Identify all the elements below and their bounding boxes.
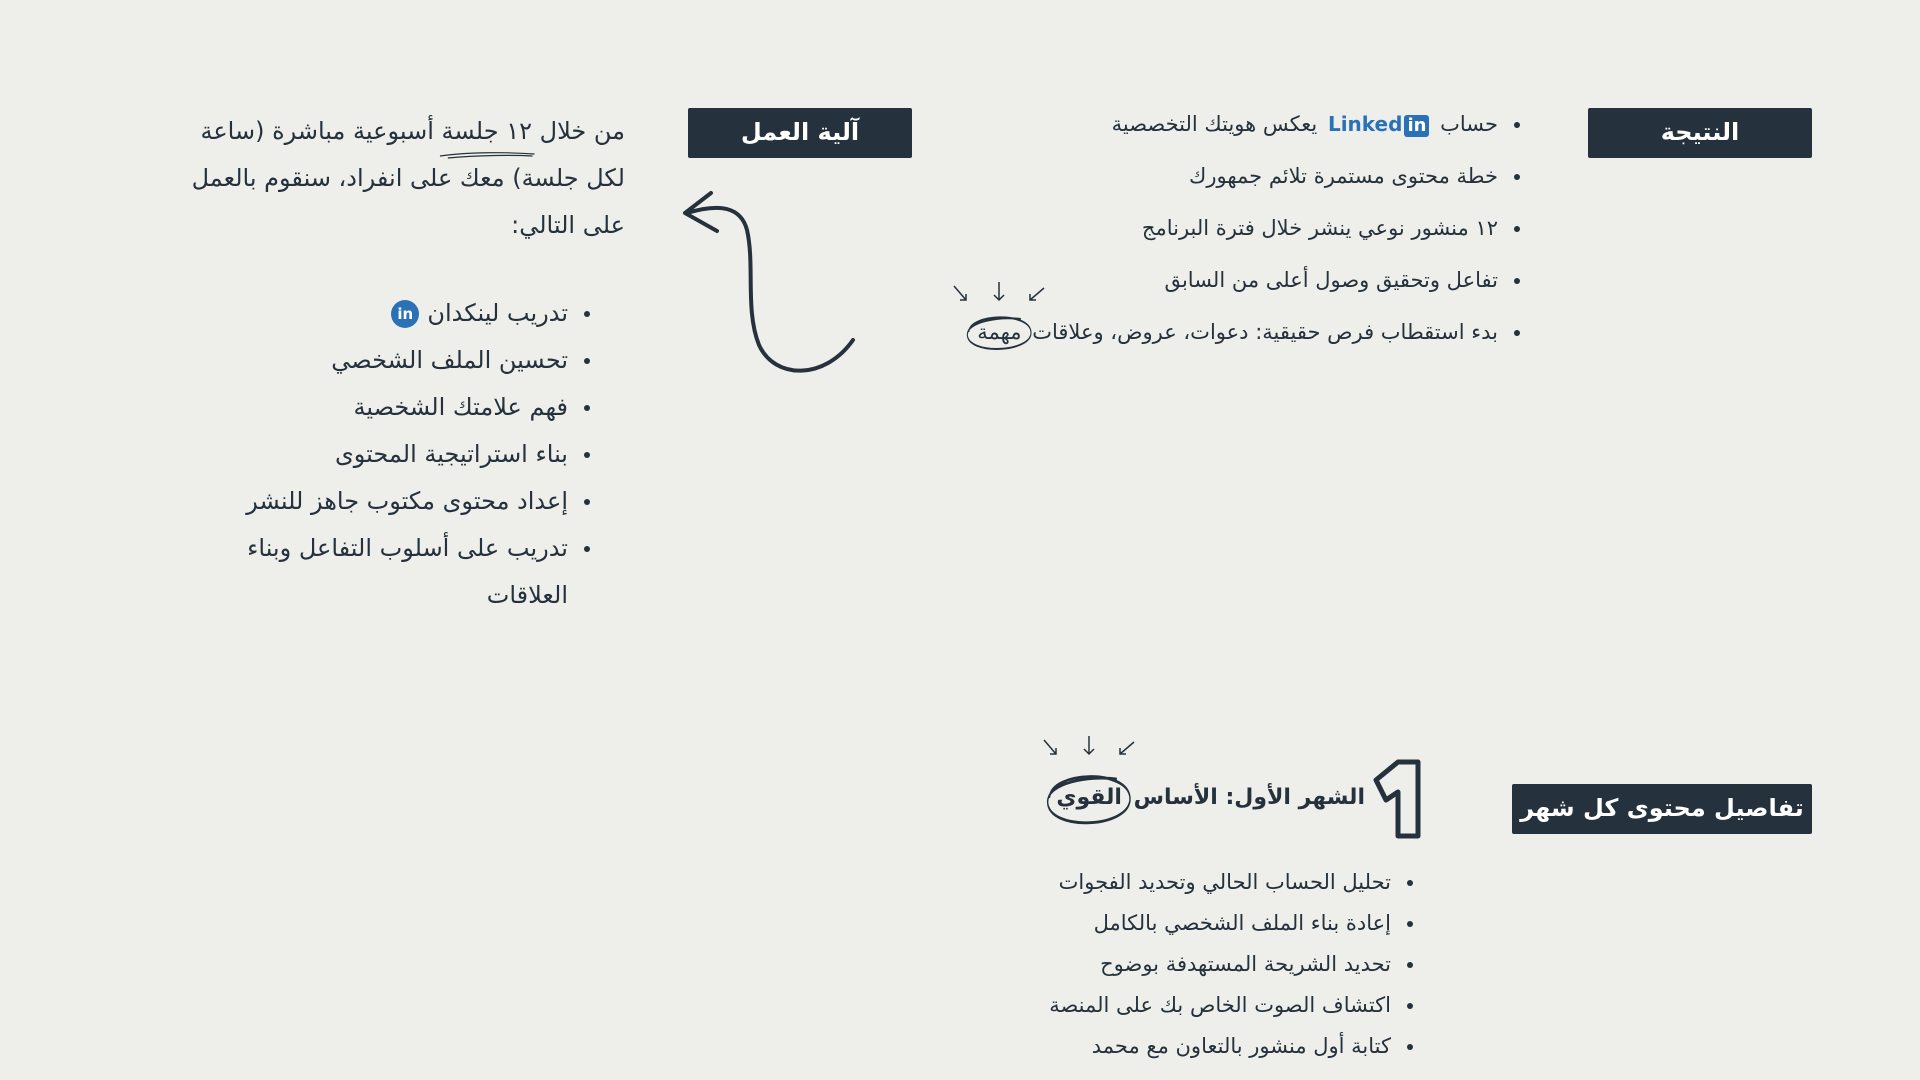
underlined-phrase [442,108,532,155]
hand-drawn-arrow-icon [675,185,860,385]
logo-text: Linked [1327,112,1403,136]
underline-mark-icon [438,149,536,159]
circle-mark-icon [1042,760,1136,836]
circled-word [973,314,1025,350]
list-item: كتابة أول منشور بالتعاون مع محمد [1049,1026,1413,1067]
list-item [190,290,590,337]
list-item: فهم علامتك الشخصية [190,384,590,431]
list-item: تحليل الحساب الحالي وتحديد الفجوات [1049,862,1413,903]
details-tag: تفاصيل محتوى كل شهر [1512,784,1812,834]
list-item: تحديد الشريحة المستهدفة بوضوح [1049,944,1413,985]
list-item: خطة محتوى مستمرة تلائم جمهورك [973,158,1520,210]
result-list [973,106,1520,366]
month-title [1052,768,1365,828]
list-item: تدريب على أسلوب التفاعل وبناء العلاقات [190,525,590,619]
item-text: بدء استقطاب فرص حقيقية: دعوات، عروض، وعلاقات [1032,320,1498,344]
list-item: تحسين الملف الشخصي [190,337,590,384]
intro-end: أسبوعية مباشرة (ساعة لكل جلسة) معك على انفراد، سنقوم بالعمل على التالي: [191,117,625,239]
result-tag: النتيجة [1588,108,1812,158]
month-title-text: الشهر الأول: الأساس [1133,785,1365,810]
list-item: تفاعل وتحقيق وصول أعلى من السابق [973,262,1520,314]
list-item [973,314,1520,366]
method-tag: آلية العمل [688,108,912,158]
list-item: اكتشاف الصوت الخاص بك على المنصة [1049,985,1413,1026]
method-list [190,290,590,619]
circle-mark-icon [963,306,1035,358]
linkedin-logo-icon [1328,106,1429,142]
item-text: حساب [1440,112,1498,136]
item-text: تدريب لينكدان [427,299,568,327]
intro-start: من خلال [539,117,625,145]
circled-text: مهمة [977,320,1022,344]
list-item: ١٢ منشور نوعي ينشر خلال فترة البرنامج [973,210,1520,262]
list-item [973,106,1520,158]
number-one-icon [1368,758,1424,840]
linkedin-circle-icon: in [391,300,419,328]
list-item: بناء استراتيجية المحتوى [190,431,590,478]
logo-box: in [1404,115,1429,137]
month-list [1049,862,1413,1067]
method-intro [155,108,625,249]
circled-text: القوي [1056,785,1122,810]
circled-word [1052,768,1126,828]
list-item: إعداد محتوى مكتوب جاهز للنشر [190,478,590,525]
underlined-text: ١٢ جلسة [441,117,532,145]
list-item: إعادة بناء الملف الشخصي بالكامل [1049,903,1413,944]
item-text: يعكس هويتك التخصصية [1111,112,1318,136]
